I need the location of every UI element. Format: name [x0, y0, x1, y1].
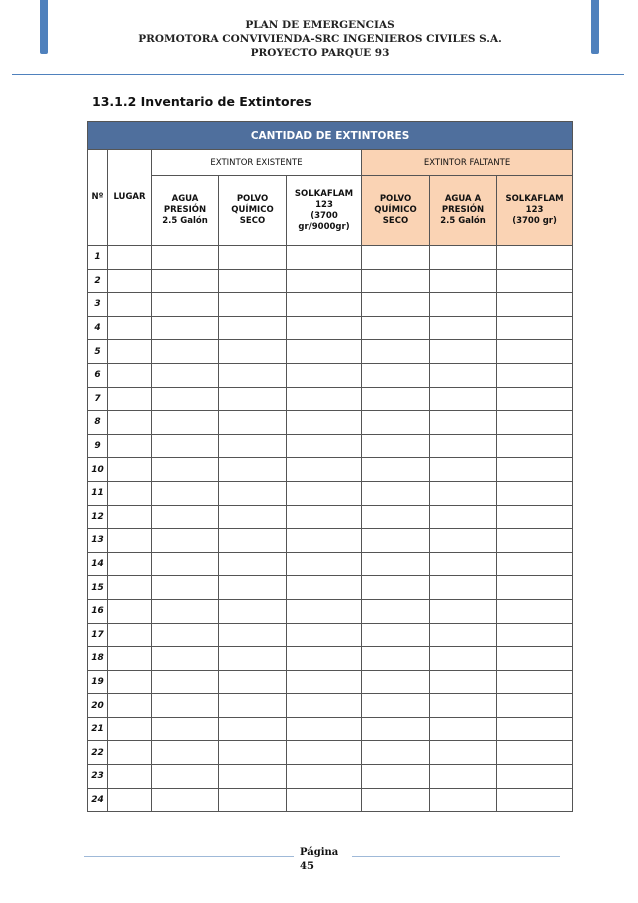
table-row [88, 623, 573, 647]
table-cell[interactable] [362, 694, 430, 718]
column-header-line: 123 [315, 199, 333, 210]
table-cell[interactable] [497, 246, 573, 270]
table-cell[interactable] [497, 623, 573, 647]
table-cell[interactable] [362, 293, 430, 317]
table-cell[interactable] [287, 576, 362, 600]
table-cell[interactable] [362, 717, 430, 741]
table-cell[interactable] [362, 623, 430, 647]
table-cell[interactable] [497, 599, 573, 623]
table-cell[interactable] [362, 529, 430, 553]
page-footer [300, 846, 338, 874]
table-cell[interactable] [287, 647, 362, 671]
table-cell[interactable] [152, 458, 219, 482]
table-cell[interactable] [430, 387, 497, 411]
table-cell[interactable] [362, 599, 430, 623]
table-cell[interactable] [430, 340, 497, 364]
column-header-line: AGUA A [444, 194, 482, 204]
table-cell[interactable] [152, 741, 219, 765]
table-cell[interactable] [219, 411, 287, 435]
table-cell[interactable] [287, 434, 362, 458]
table-row [88, 434, 573, 458]
table-cell[interactable] [219, 623, 287, 647]
table-cell[interactable] [362, 411, 430, 435]
table-cell[interactable] [152, 505, 219, 529]
table-cell[interactable] [219, 788, 287, 812]
table-cell[interactable] [152, 363, 219, 387]
table-cell[interactable] [108, 481, 152, 505]
page-number: 45 [300, 861, 314, 872]
table-cell[interactable] [152, 269, 219, 293]
table-cell[interactable] [108, 434, 152, 458]
table-row [88, 363, 573, 387]
header-bar-right [591, 0, 599, 54]
footer-line-right [352, 856, 560, 857]
table-cell[interactable] [287, 363, 362, 387]
table-cell[interactable] [152, 387, 219, 411]
table-row [88, 670, 573, 694]
row-number: 8 [88, 411, 108, 435]
table-cell[interactable] [152, 340, 219, 364]
table-cell[interactable] [362, 576, 430, 600]
table-cell[interactable] [219, 246, 287, 270]
column-header-line: SOLKAFLAM [505, 194, 564, 204]
table-cell[interactable] [430, 246, 497, 270]
table-cell[interactable] [497, 458, 573, 482]
table-cell[interactable] [108, 765, 152, 789]
table-cell[interactable] [287, 411, 362, 435]
table-cell[interactable] [152, 623, 219, 647]
table-cell[interactable] [287, 293, 362, 317]
row-number: 12 [88, 505, 108, 529]
table-cell[interactable] [287, 529, 362, 553]
table-cell[interactable] [108, 246, 152, 270]
row-number: 11 [88, 481, 108, 505]
table-row [88, 529, 573, 553]
table-row [88, 316, 573, 340]
column-header-line: (3700 gr) [512, 216, 557, 226]
table-cell[interactable] [152, 529, 219, 553]
row-number: 17 [88, 623, 108, 647]
table-cell[interactable] [152, 246, 219, 270]
table-cell[interactable] [219, 717, 287, 741]
table-cell[interactable] [152, 481, 219, 505]
table-cell[interactable] [497, 788, 573, 812]
table-cell[interactable] [219, 340, 287, 364]
table-cell[interactable] [287, 717, 362, 741]
table-cell[interactable] [362, 647, 430, 671]
table-cell[interactable] [152, 293, 219, 317]
row-number: 20 [88, 694, 108, 718]
table-cell[interactable] [152, 599, 219, 623]
table-cell[interactable] [287, 552, 362, 576]
table-cell[interactable] [497, 670, 573, 694]
column-header-line: (3700 [310, 210, 338, 221]
table-cell[interactable] [108, 552, 152, 576]
table-cell[interactable] [108, 670, 152, 694]
table-cell[interactable] [219, 765, 287, 789]
table-row [88, 647, 573, 671]
table-cell[interactable] [287, 765, 362, 789]
column-header-missing-1 [362, 176, 430, 246]
table-cell[interactable] [219, 576, 287, 600]
table-row [88, 741, 573, 765]
table-cell[interactable] [108, 529, 152, 553]
table-cell[interactable] [108, 411, 152, 435]
table-cell[interactable] [287, 458, 362, 482]
table-row [88, 293, 573, 317]
table-cell[interactable] [430, 670, 497, 694]
table-cell[interactable] [362, 670, 430, 694]
table-cell[interactable] [152, 316, 219, 340]
table-cell[interactable] [362, 363, 430, 387]
row-number: 15 [88, 576, 108, 600]
table-cell[interactable] [108, 293, 152, 317]
table-cell[interactable] [430, 363, 497, 387]
row-number: 13 [88, 529, 108, 553]
table-cell[interactable] [430, 647, 497, 671]
table-cell[interactable] [362, 316, 430, 340]
table-cell[interactable] [362, 788, 430, 812]
table-cell[interactable] [497, 505, 573, 529]
table-cell[interactable] [219, 741, 287, 765]
footer-label: Página [300, 847, 339, 858]
table-cell[interactable] [362, 765, 430, 789]
document-header [60, 18, 580, 60]
table-cell[interactable] [430, 788, 497, 812]
table-row [88, 246, 573, 270]
table-row [88, 269, 573, 293]
table-cell[interactable] [497, 269, 573, 293]
table-cell[interactable] [362, 434, 430, 458]
table-cell[interactable] [362, 741, 430, 765]
row-number: 18 [88, 647, 108, 671]
table-cell[interactable] [152, 647, 219, 671]
table-cell[interactable] [287, 387, 362, 411]
extinguisher-inventory-table [87, 121, 573, 812]
table-cell[interactable] [430, 552, 497, 576]
table-cell[interactable] [108, 363, 152, 387]
row-number: 23 [88, 765, 108, 789]
row-number: 19 [88, 670, 108, 694]
table-cell[interactable] [152, 765, 219, 789]
column-header-line: PRESIÓN [163, 205, 207, 215]
table-row [88, 387, 573, 411]
table-cell[interactable] [430, 765, 497, 789]
column-header-line: PRESIÓN [441, 205, 485, 215]
row-number: 4 [88, 316, 108, 340]
table-cell[interactable] [108, 505, 152, 529]
table-cell[interactable] [219, 647, 287, 671]
column-header-missing-2 [430, 176, 497, 246]
table-cell[interactable] [152, 434, 219, 458]
table-cell[interactable] [219, 694, 287, 718]
table-cell[interactable] [287, 623, 362, 647]
footer-line-left [84, 856, 294, 857]
table-cell[interactable] [108, 387, 152, 411]
header-line-1: PLAN DE EMERGENCIAS [245, 19, 395, 31]
table-title: CANTIDAD DE EXTINTORES [88, 122, 573, 150]
table-cell[interactable] [497, 481, 573, 505]
table-cell[interactable] [497, 741, 573, 765]
table-cell[interactable] [497, 529, 573, 553]
table-cell[interactable] [497, 340, 573, 364]
table-cell[interactable] [108, 623, 152, 647]
table-cell[interactable] [152, 670, 219, 694]
table-cell[interactable] [430, 623, 497, 647]
table-cell[interactable] [287, 788, 362, 812]
table-cell[interactable] [219, 316, 287, 340]
table-cell[interactable] [497, 717, 573, 741]
table-cell[interactable] [287, 246, 362, 270]
table-cell[interactable] [219, 269, 287, 293]
row-number: 22 [88, 741, 108, 765]
table-cell[interactable] [430, 599, 497, 623]
column-header-line: 2.5 Galón [440, 216, 486, 226]
row-number: 3 [88, 293, 108, 317]
header-line-2: PROMOTORA CONVIVIENDA-SRC INGENIEROS CIVILES S.A. [138, 33, 502, 45]
table-cell[interactable] [497, 363, 573, 387]
table-cell[interactable] [430, 576, 497, 600]
table-cell[interactable] [497, 552, 573, 576]
table-row [88, 340, 573, 364]
row-number: 1 [88, 246, 108, 270]
table-cell[interactable] [219, 599, 287, 623]
column-header-existing-1 [152, 176, 219, 246]
table-cell[interactable] [219, 505, 287, 529]
table-cell[interactable] [152, 717, 219, 741]
table-cell[interactable] [430, 717, 497, 741]
column-header-line: AGUA [171, 194, 199, 204]
table-cell[interactable] [362, 246, 430, 270]
table-cell[interactable] [152, 694, 219, 718]
row-number: 16 [88, 599, 108, 623]
header-line-3: PROYECTO PARQUE 93 [250, 47, 390, 59]
table-cell[interactable] [287, 481, 362, 505]
table-cell[interactable] [219, 529, 287, 553]
table-cell[interactable] [152, 552, 219, 576]
table-cell[interactable] [362, 340, 430, 364]
table-cell[interactable] [497, 434, 573, 458]
table-cell[interactable] [152, 576, 219, 600]
table-row [88, 411, 573, 435]
table-cell[interactable] [430, 505, 497, 529]
table-cell[interactable] [287, 694, 362, 718]
table-cell[interactable] [362, 481, 430, 505]
table-row [88, 458, 573, 482]
row-number: 5 [88, 340, 108, 364]
group-header-missing-label: EXTINTOR FALTANTE [423, 157, 511, 168]
table-row [88, 599, 573, 623]
group-header-existing-label: EXTINTOR EXISTENTE [210, 157, 303, 168]
table-cell[interactable] [430, 458, 497, 482]
table-cell[interactable] [362, 458, 430, 482]
table-cell[interactable] [430, 434, 497, 458]
table-cell[interactable] [219, 293, 287, 317]
row-number: 7 [88, 387, 108, 411]
row-number: 10 [88, 458, 108, 482]
table-cell[interactable] [108, 647, 152, 671]
group-header-existing [152, 150, 362, 176]
table-cell[interactable] [287, 741, 362, 765]
table-cell[interactable] [219, 670, 287, 694]
column-header-num: Nº [88, 150, 108, 246]
table-cell[interactable] [287, 599, 362, 623]
table-cell[interactable] [287, 316, 362, 340]
table-cell[interactable] [497, 316, 573, 340]
table-row [88, 694, 573, 718]
table-row [88, 788, 573, 812]
table-row [88, 765, 573, 789]
table-cell[interactable] [497, 647, 573, 671]
column-header-line: 2.5 Galón [162, 216, 208, 226]
column-header-existing-2 [219, 176, 287, 246]
table-cell[interactable] [362, 552, 430, 576]
column-header-line: QUÍMICO [374, 205, 417, 215]
table-cell[interactable] [430, 293, 497, 317]
header-bar-left [40, 0, 48, 54]
table-row [88, 505, 573, 529]
table-cell[interactable] [219, 387, 287, 411]
table-cell[interactable] [287, 269, 362, 293]
table-cell[interactable] [497, 387, 573, 411]
header-divider [12, 74, 624, 75]
row-number: 2 [88, 269, 108, 293]
row-number: 21 [88, 717, 108, 741]
table-cell[interactable] [152, 788, 219, 812]
table-cell[interactable] [108, 741, 152, 765]
table-cell[interactable] [430, 529, 497, 553]
column-header-line: POLVO [379, 194, 412, 204]
column-header-existing-3 [287, 176, 362, 246]
table-row [88, 552, 573, 576]
table-cell[interactable] [497, 694, 573, 718]
table-cell[interactable] [108, 599, 152, 623]
row-number: 14 [88, 552, 108, 576]
table-cell[interactable] [108, 694, 152, 718]
table-cell[interactable] [430, 269, 497, 293]
row-number: 24 [88, 788, 108, 812]
table-cell[interactable] [430, 316, 497, 340]
column-header-line: POLVO [236, 194, 269, 204]
table-cell[interactable] [219, 363, 287, 387]
table-cell[interactable] [497, 576, 573, 600]
table-cell[interactable] [108, 269, 152, 293]
table-cell[interactable] [430, 481, 497, 505]
table-cell[interactable] [362, 269, 430, 293]
table-cell[interactable] [430, 741, 497, 765]
table-cell[interactable] [108, 458, 152, 482]
table-cell[interactable] [430, 694, 497, 718]
table-cell[interactable] [497, 765, 573, 789]
column-header-line: gr/9000gr) [298, 221, 350, 232]
table-cell[interactable] [108, 340, 152, 364]
row-number: 9 [88, 434, 108, 458]
table-cell[interactable] [287, 505, 362, 529]
table-cell[interactable] [219, 458, 287, 482]
table-cell[interactable] [497, 411, 573, 435]
column-header-line: SECO [239, 216, 266, 226]
table-cell[interactable] [108, 788, 152, 812]
table-row [88, 576, 573, 600]
table-cell[interactable] [219, 552, 287, 576]
table-cell[interactable] [108, 576, 152, 600]
column-header-place: LUGAR [108, 150, 152, 246]
group-header-missing [362, 150, 573, 176]
table-cell[interactable] [152, 411, 219, 435]
table-cell[interactable] [287, 340, 362, 364]
row-number: 6 [88, 363, 108, 387]
column-header-line: SECO [382, 216, 409, 226]
table-cell[interactable] [430, 411, 497, 435]
table-row [88, 481, 573, 505]
column-header-missing-3 [497, 176, 573, 246]
table-cell[interactable] [108, 316, 152, 340]
table-row [88, 717, 573, 741]
table-cell[interactable] [497, 293, 573, 317]
table-cell[interactable] [287, 670, 362, 694]
column-header-line: 123 [525, 205, 544, 215]
table-cell[interactable] [219, 434, 287, 458]
table-cell[interactable] [362, 505, 430, 529]
table-cell[interactable] [108, 717, 152, 741]
section-title: 13.1.2 Inventario de Extintores [92, 94, 312, 109]
column-header-line: SOLKAFLAM [294, 188, 354, 199]
column-header-line: QUÍMICO [231, 205, 274, 215]
table-cell[interactable] [362, 387, 430, 411]
table-cell[interactable] [219, 481, 287, 505]
